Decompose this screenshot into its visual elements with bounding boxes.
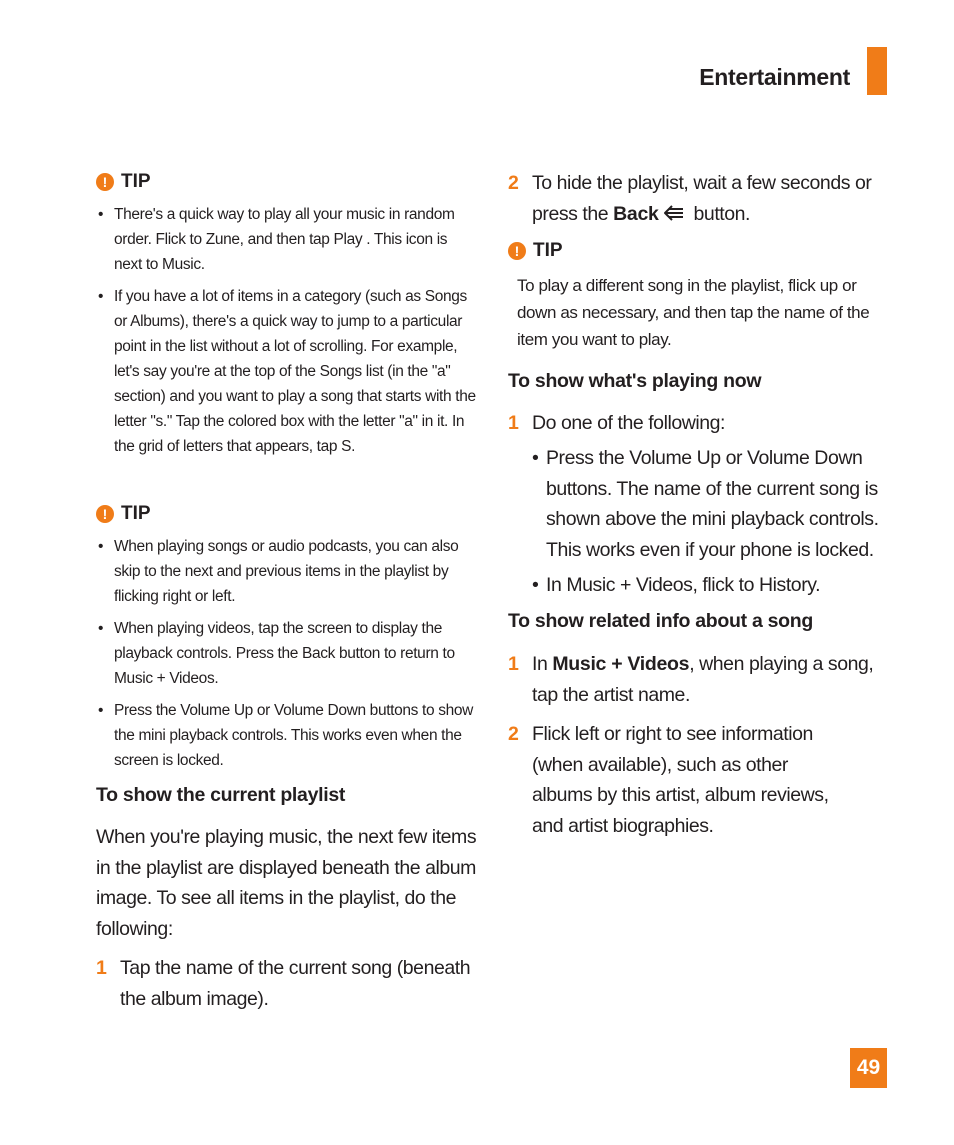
list-item: • When playing videos, tap the screen to display the playback controls. Press the Back button to return to Music + Videos. xyxy=(96,616,478,691)
list-item: • If you have a lot of items in a category (such as Songs or Albums), there's a quick way to jump to a particular point in the list without a lot of scrolling. For example, let's say you're at the top of the Songs list (in the "a" section) and you want to play a song that starts with the letter "s." Tap the colored box with the letter "a" in it. In the grid of letters that appears, tap S. xyxy=(96,284,478,459)
step-text-part: , when playing a song, tap the artist name. xyxy=(532,653,874,706)
step-text: Tap the name of the current song (beneath the album image). xyxy=(120,957,471,1010)
list-item: • When playing songs or audio podcasts, you can also skip to the next and previous items in the playlist by flicking right or left. xyxy=(96,534,478,609)
section-tab-marker xyxy=(867,47,887,95)
back-arrow-icon xyxy=(663,204,685,222)
tip-heading xyxy=(96,503,151,525)
tip-heading xyxy=(508,240,563,262)
exclamation-icon: ! xyxy=(508,242,526,260)
list-item: • There's a quick way to play all your music in random order. Flick to Zune, and then tap Play . This icon is next to Music. xyxy=(96,202,478,277)
numbered-step xyxy=(508,719,890,841)
step-text xyxy=(532,168,890,229)
section-heading: To show the current playlist xyxy=(96,784,346,806)
tip-paragraph: To play a different song in the playlist, flick up or down as necessary, and then tap the name of the item you want to play. xyxy=(517,276,870,349)
tip-heading xyxy=(96,171,151,193)
numbered-step xyxy=(96,953,478,1014)
step-text xyxy=(532,649,890,710)
step-number: 1 xyxy=(508,653,519,675)
step-text: Flick left or right to see information (when available), such as other albums by this artist, album reviews, and artist biographies. xyxy=(532,723,829,837)
tip-label: TIP xyxy=(121,503,151,524)
list-item: • Press the Volume Up or Volume Down buttons to show the mini playback controls. This works even when the screen is locked. xyxy=(96,698,478,773)
step-text-part: To hide the playlist, wait a few seconds or press the xyxy=(532,172,872,225)
section-heading: To show what's playing now xyxy=(508,370,762,392)
section-heading: To show related info about a song xyxy=(508,610,813,632)
step-text-part: button. xyxy=(688,202,751,225)
step-number: 2 xyxy=(508,723,519,745)
app-name: Music + Videos xyxy=(552,653,690,675)
section-title: Entertainment xyxy=(699,64,850,90)
list-item: • Press the Volume Up or Volume Down buttons. The name of the current song is shown above the mini playback controls. This works even if your phone is locked. xyxy=(532,443,890,565)
step-text-part: In xyxy=(532,653,553,675)
body-paragraph: When you're playing music, the next few items in the playlist are displayed beneath the album image. To see all items in the playlist, do the following: xyxy=(96,826,477,940)
tip-label: TIP xyxy=(121,171,151,192)
step-number: 1 xyxy=(96,957,107,979)
tip-label: TIP xyxy=(533,240,563,261)
step-number: 2 xyxy=(508,172,519,194)
numbered-step xyxy=(508,649,890,710)
exclamation-icon: ! xyxy=(96,173,114,191)
numbered-step xyxy=(508,168,890,229)
tip-bullet-list xyxy=(96,534,478,780)
list-item: • In Music + Videos, flick to History. xyxy=(532,570,890,601)
option-bullet-list xyxy=(532,443,890,606)
page-number: 49 xyxy=(850,1048,887,1088)
tip-bullet-list xyxy=(96,202,478,466)
exclamation-icon: ! xyxy=(96,505,114,523)
back-key-label: Back xyxy=(613,202,659,225)
step-number: 1 xyxy=(508,412,519,434)
numbered-step xyxy=(508,408,890,439)
step-text: Do one of the following: xyxy=(532,412,725,434)
